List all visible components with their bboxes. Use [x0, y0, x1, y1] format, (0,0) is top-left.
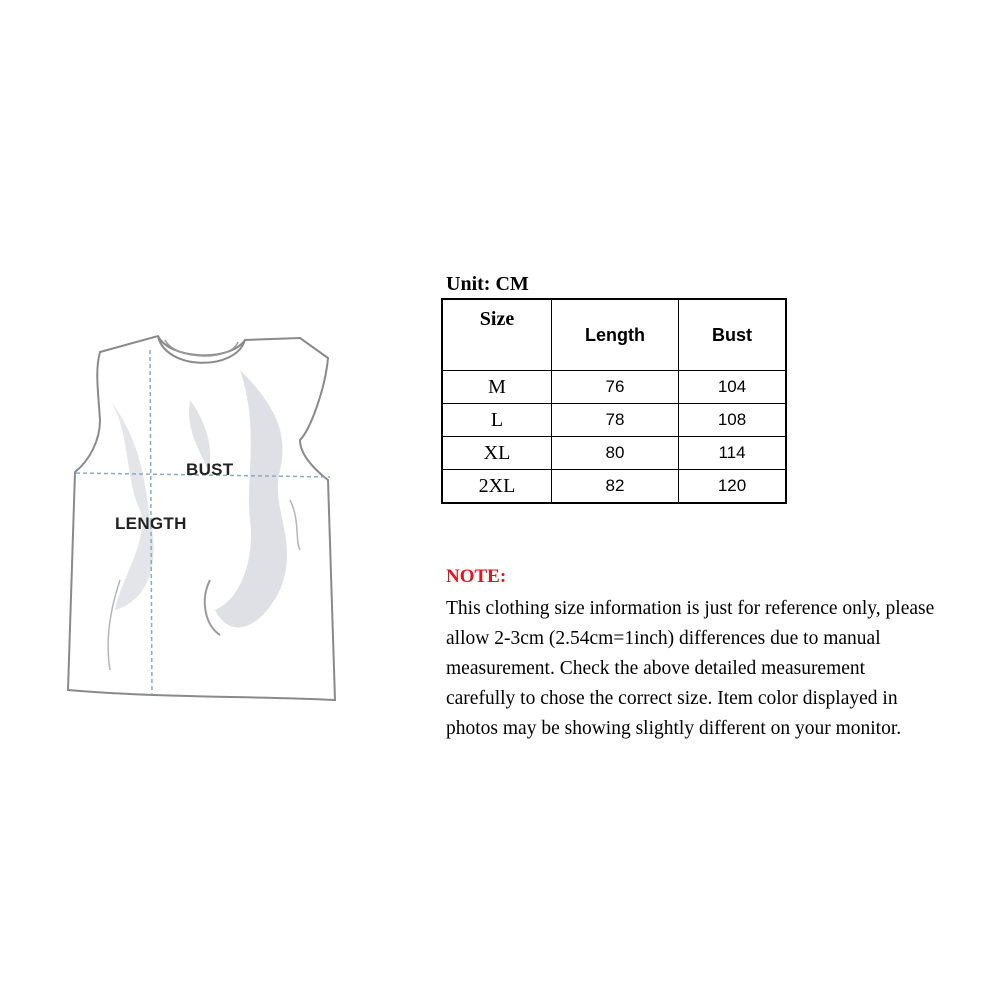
cell-length: 80 [552, 437, 679, 470]
note-title: NOTE: [446, 566, 507, 587]
neckline-inner [165, 340, 238, 356]
unit-label: Unit: CM [446, 273, 529, 295]
cell-size: M [442, 371, 552, 404]
garment-diagram [0, 280, 400, 720]
note-line: photos may be showing slightly different on your monitor. [446, 718, 902, 739]
table-row [442, 404, 786, 437]
header-bust: Bust [679, 299, 787, 371]
note-line: This clothing size information is just for reference only, please [446, 598, 935, 619]
note-line: allow 2-3cm (2.54cm=1inch) differences due to manual [446, 628, 881, 649]
table-row [442, 371, 786, 404]
header-length: Length [552, 299, 679, 371]
table-header-row [442, 299, 786, 371]
cell-size: L [442, 404, 552, 437]
note-block [446, 566, 996, 744]
tank-top-illustration [0, 280, 400, 720]
header-size: Size [442, 299, 552, 371]
cell-length: 82 [552, 470, 679, 504]
fold-stroke [290, 500, 300, 550]
cell-size: XL [442, 437, 552, 470]
note-line: measurement. Check the above detailed measurement [446, 658, 866, 679]
garment-shading-right [215, 370, 287, 627]
cell-length: 78 [552, 404, 679, 437]
cell-size: 2XL [442, 470, 552, 504]
cell-bust: 108 [679, 404, 787, 437]
cell-bust: 120 [679, 470, 787, 504]
garment-shading [110, 400, 154, 610]
table-row [442, 437, 786, 470]
table-row [442, 470, 786, 504]
size-table [441, 298, 787, 504]
cell-length: 76 [552, 371, 679, 404]
note-line: carefully to chose the correct size. Item color displayed in [446, 688, 898, 709]
bust-label: BUST [186, 460, 234, 479]
length-label: LENGTH [115, 514, 187, 533]
cell-bust: 104 [679, 371, 787, 404]
cell-bust: 114 [679, 437, 787, 470]
fold-stroke [205, 580, 220, 635]
fold-stroke [108, 580, 120, 670]
